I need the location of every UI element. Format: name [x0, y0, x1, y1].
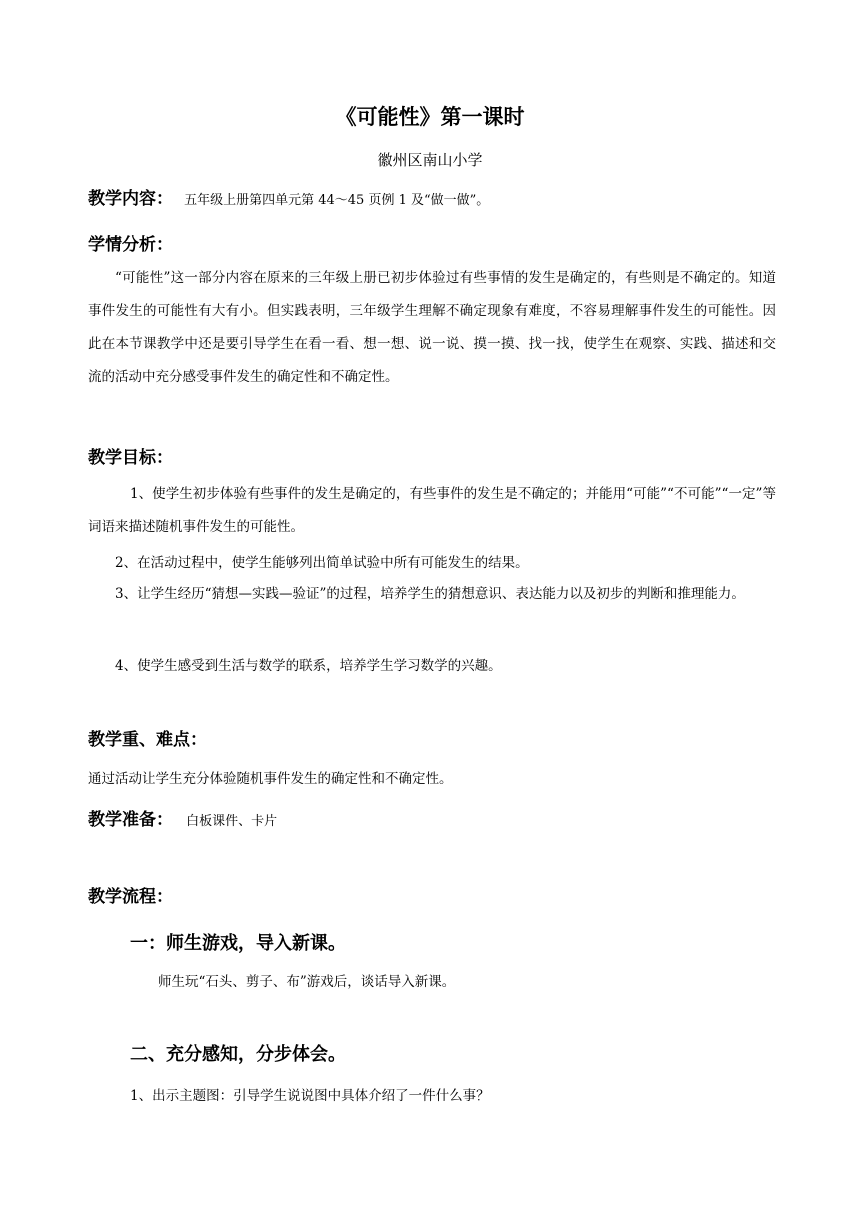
preparation-label: 教学准备：: [88, 810, 173, 830]
content-row: [88, 184, 489, 209]
content-text: 五年级上册第四单元第 44～45 页例 1 及“做一做”。: [184, 193, 490, 208]
preparation-text: 白板课件、卡片: [186, 814, 278, 829]
step-1-text: 师生玩“石头、剪子、布”游戏后，谈话导入新课。: [158, 974, 456, 990]
content-label: 教学内容：: [88, 189, 173, 209]
goal-item-2: 2、在活动过程中，使学生能够列出简单试验中所有可能发生的结果。: [115, 555, 529, 571]
process-label: 教学流程：: [88, 887, 173, 907]
preparation-row: [88, 805, 277, 830]
step-2-item-1: 1、出示主题图：引导学生说说图中具体介绍了一件什么事？: [130, 1088, 490, 1104]
key-points-label: 教学重、难点：: [88, 730, 207, 750]
step-1-title: 一：师生游戏，导入新课。: [130, 933, 346, 954]
analysis-label: 学情分析：: [88, 235, 173, 255]
goals-label: 教学目标：: [88, 448, 173, 468]
goal-item-1: 1、使学生初步体验有些事件的发生是确定的，有些事件的发生是不确定的；并能用“可能”“不可能”“一定”等词语来描述随机事件发生的可能性。: [88, 486, 776, 535]
step-2-title: 二、充分感知，分步体会。: [130, 1044, 346, 1065]
goal-item-4: 4、使学生感受到生活与数学的联系，培养学生学习数学的兴趣。: [115, 658, 502, 674]
key-points-text: 通过活动让学生充分体验随机事件发生的确定性和不确定性。: [88, 771, 453, 787]
goal-item-3: 3、让学生经历“猜想—实践—验证”的过程，培养学生的猜想意识、表达能力以及初步的判断和推理能力。: [115, 586, 745, 602]
document-title: 《可能性》第一课时: [335, 105, 525, 129]
analysis-paragraph: “可能性”这一部分内容在原来的三年级上册已初步体验过有些事情的发生是确定的，有些则是不确定的。知道事件发生的可能性有大有小。但实践表明，三年级学生理解不确定现象有难度，不容易理解事件发生的可能性。因此在本节课教学中还是要引导学生在看一看、想一想、说一说、摸一摸、找一找，使学生在观察、实践、描述和交流的活动中充分感受事件发生的确定性和不确定性。: [88, 270, 776, 385]
school-name: 徽州区南山小学: [377, 151, 483, 169]
